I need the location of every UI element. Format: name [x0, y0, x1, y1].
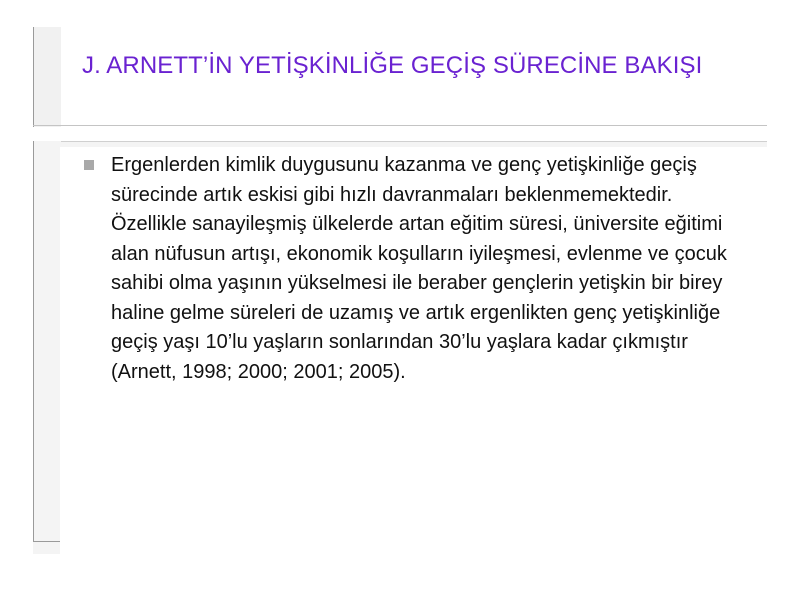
title-accent-bar — [33, 27, 61, 127]
content-top-divider — [33, 141, 767, 142]
square-bullet-icon — [84, 160, 94, 170]
content-accent-bar — [33, 141, 61, 542]
slide-title: J. ARNETT’İN YETİŞKİNLİĞE GEÇİŞ SÜRECİNE BAKIŞI — [82, 52, 703, 79]
bullet-paragraph: Ergenlerden kimlik duygusunu kazanma ve genç yetişkinliğe geçiş sürecinde artık eskisi gibi hızlı davranmaları beklenmemektedir. Özellikle sanayileşmiş ülkelerde artan eğitim süresi, üniversite eğitimi alan nüfusun artışı, ekonomik koşulların iyileşmesi, evlenme ve çocuk sahibi olma yaşının yükselmesi ile beraber gençlerin yetişkin bir birey haline gelme süreleri de uzamış ve artık ergenlikten genç yetişkinliğe geçiş yaşı 10’lu yaşların sonlarından 30’lu yaşlara kadar çıkmıştır (Arnett, 1998; 2000; 2001; 2005). — [111, 154, 727, 383]
title-divider — [33, 125, 767, 126]
